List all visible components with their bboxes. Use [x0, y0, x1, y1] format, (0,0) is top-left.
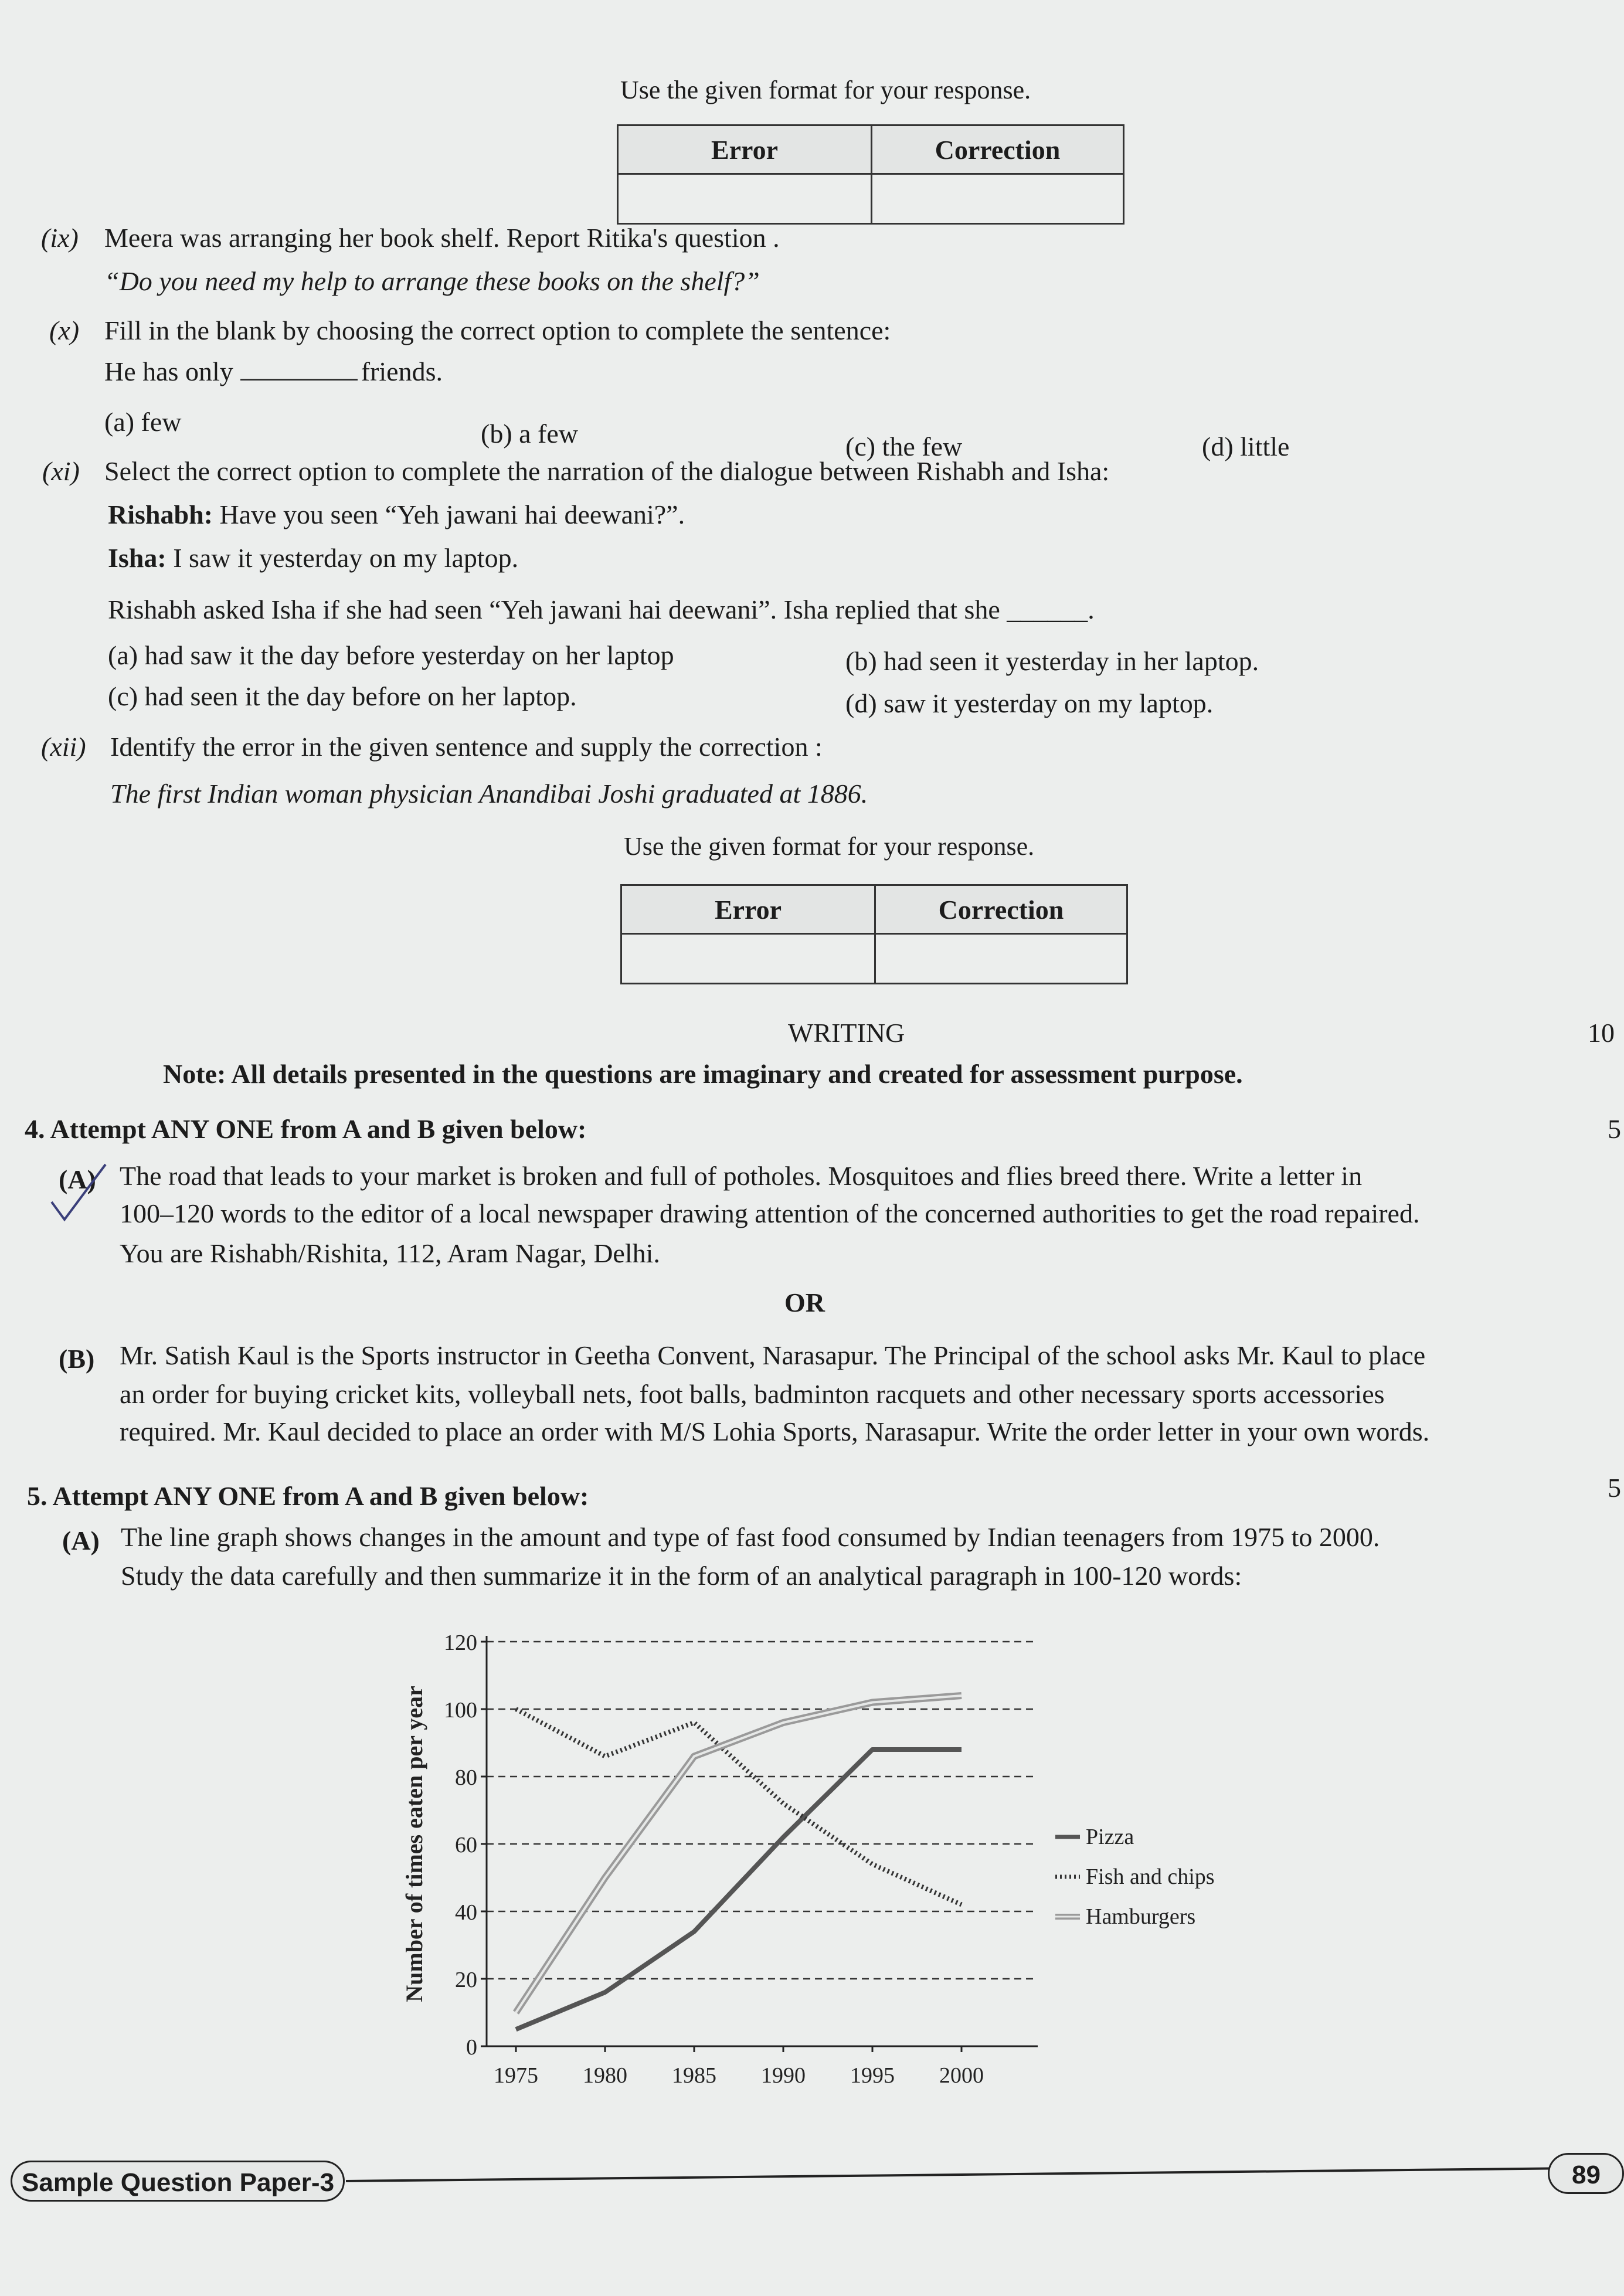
table-cell-correction[interactable] [875, 934, 1127, 984]
question-line: an order for buying cricket kits, volleyball nets, foot balls, badminton racquets and other necessary sports accessories [120, 1379, 1385, 1409]
table-header-correction: Correction [875, 885, 1127, 934]
table-header-error: Error [621, 885, 875, 934]
narration-sentence: Rishabh asked Isha if she had seen “Yeh jawani hai deewani”. Isha replied that she ______. [108, 595, 1095, 624]
footer-label: Sample Question Paper-3 [11, 2161, 345, 2202]
question-heading: 4. Attempt ANY ONE from A and B given below: [25, 1114, 587, 1144]
question-number: (x) [49, 315, 80, 345]
x-tick-label: 1985 [672, 2063, 716, 2088]
sentence-start: He has only [104, 356, 233, 386]
table-cell-error[interactable] [621, 934, 875, 984]
blank-line[interactable] [240, 379, 358, 381]
option-a[interactable]: (a) few [104, 407, 182, 437]
section-marks: 10 [1588, 1018, 1615, 1048]
question-line: You are Rishabh/Rishita, 112, Aram Nagar, Delhi. [120, 1238, 660, 1268]
question-line: required. Mr. Kaul decided to place an order with M/S Lohia Sports, Narasapur. Write the order letter in your own words. [120, 1417, 1430, 1446]
question-text: Select the correct option to complete the narration of the dialogue between Rishabh and Isha: [104, 456, 1110, 486]
y-tick-label: 80 [455, 1765, 477, 1790]
question-heading: 5. Attempt ANY ONE from A and B given below: [27, 1481, 589, 1511]
table-header-error: Error [618, 125, 872, 174]
y-tick-label: 40 [455, 1900, 477, 1925]
option-label: (A) [59, 1164, 96, 1194]
y-tick-label: 100 [444, 1698, 477, 1723]
fill-blank-sentence [104, 355, 443, 388]
y-tick-label: 60 [455, 1833, 477, 1857]
option-c[interactable]: (c) the few [845, 432, 963, 461]
speaker-label: Isha: [108, 543, 167, 573]
question-line: The line graph shows changes in the amount and type of fast food consumed by Indian teenagers from 1975 to 2000. [121, 1522, 1380, 1552]
dialogue-line-rishabh [108, 498, 685, 531]
table-header-correction: Correction [872, 125, 1124, 174]
question-text: Fill in the blank by choosing the correct option to complete the sentence: [104, 315, 891, 345]
y-tick-label: 0 [466, 2035, 477, 2060]
y-tick-label: 20 [455, 1968, 477, 1992]
y-tick-label: 120 [444, 1631, 477, 1655]
question-number: (xi) [42, 456, 80, 486]
format-note: Use the given format for your response. [624, 832, 1035, 861]
legend-label: Pizza [1086, 1825, 1134, 1849]
response-format-table [620, 884, 1128, 984]
tick-mark-icon [47, 1161, 111, 1231]
error-sentence: The first Indian woman physician Anandibai Joshi graduated at 1886. [110, 779, 868, 809]
question-number: (xii) [41, 732, 86, 762]
table-cell-correction[interactable] [872, 174, 1124, 224]
speaker-label: Rishabh: [108, 500, 213, 529]
x-tick-label: 1980 [583, 2063, 627, 2088]
option-label: (B) [59, 1344, 95, 1374]
or-separator: OR [784, 1288, 825, 1317]
question-marks: 5 [1608, 1114, 1621, 1144]
legend-label: Hamburgers [1086, 1904, 1196, 1929]
page-number: 89 [1548, 2153, 1624, 2194]
dialogue-line-isha [108, 542, 518, 574]
x-tick-label: 1995 [850, 2063, 895, 2088]
x-tick-label: 1975 [494, 2063, 538, 2088]
x-tick-label: 1990 [761, 2063, 806, 2088]
option-a[interactable]: (a) had saw it the day before yesterday on her laptop [108, 640, 674, 670]
section-title: WRITING [788, 1018, 905, 1048]
question-quote: “Do you need my help to arrange these books on the shelf?” [104, 266, 760, 296]
question-text: Meera was arranging her book shelf. Report Ritika's question . [104, 223, 780, 253]
footer-rule [346, 2168, 1549, 2182]
option-b[interactable]: (b) a few [481, 419, 579, 449]
dialogue-text: I saw it yesterday on my laptop. [173, 543, 519, 573]
sentence-end: friends. [361, 356, 443, 386]
line-chart [375, 1612, 1255, 2093]
question-number: (ix) [41, 223, 79, 253]
series-line-2 [516, 1696, 962, 2013]
option-d[interactable]: (d) little [1202, 432, 1290, 461]
x-tick-label: 2000 [939, 2063, 984, 2088]
legend-label: Fish and chips [1086, 1864, 1215, 1889]
series-line-0 [516, 1750, 962, 2029]
assessment-note: Note: All details presented in the questions are imaginary and created for assessment purpose. [163, 1059, 1243, 1089]
option-b[interactable]: (b) had seen it yesterday in her laptop. [845, 646, 1259, 676]
response-format-table [617, 124, 1124, 225]
question-text: Identify the error in the given sentence and supply the correction : [110, 732, 823, 762]
option-label: (A) [62, 1526, 100, 1555]
option-c[interactable]: (c) had seen it the day before on her laptop. [108, 681, 577, 711]
question-line: Mr. Satish Kaul is the Sports instructor in Geetha Convent, Narasapur. The Principal of the school asks Mr. Kaul to place [120, 1340, 1426, 1370]
question-line: 100–120 words to the editor of a local newspaper drawing attention of the concerned authorities to get the road repaired. [120, 1198, 1420, 1228]
format-note: Use the given format for your response. [620, 76, 1031, 104]
question-line: Study the data carefully and then summarize it in the form of an analytical paragraph in 100-120 words: [121, 1561, 1242, 1591]
question-marks: 5 [1608, 1473, 1621, 1503]
option-d[interactable]: (d) saw it yesterday on my laptop. [845, 688, 1214, 718]
y-axis-label: Number of times eaten per year [401, 1686, 427, 2002]
dialogue-text: Have you seen “Yeh jawani hai deewani?”. [219, 500, 685, 529]
table-cell-error[interactable] [618, 174, 872, 224]
question-line: The road that leads to your market is broken and full of potholes. Mosquitoes and flies breed there. Write a letter in [120, 1161, 1363, 1191]
